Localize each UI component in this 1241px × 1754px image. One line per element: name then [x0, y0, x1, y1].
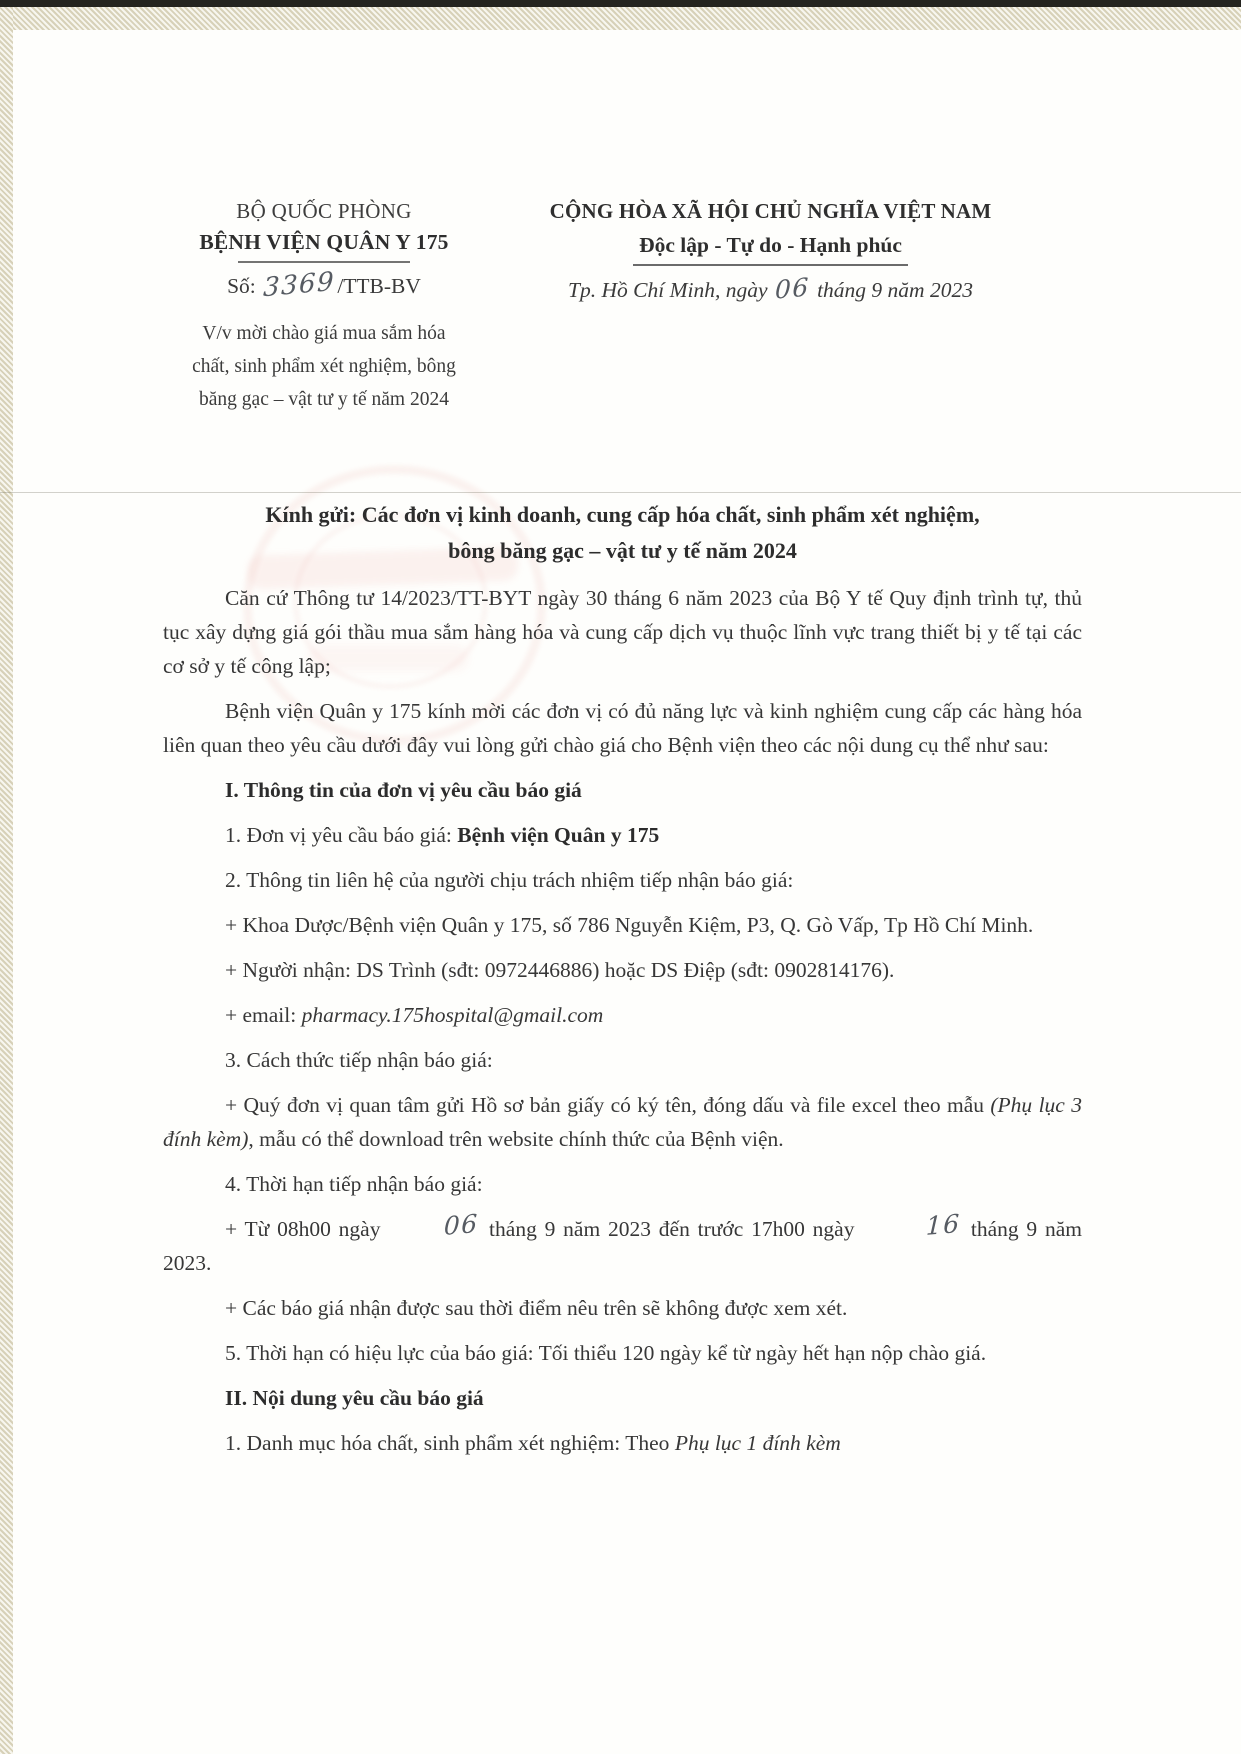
- item4-day1-handwritten: 06: [443, 1208, 480, 1241]
- national-title: CỘNG HÒA XÃ HỘI CHỦ NGHĨA VIỆT NAM: [549, 199, 992, 223]
- item4-deadline: 4. Thời hạn tiếp nhận báo giá:: [225, 1172, 483, 1196]
- item1-requesting-unit: [163, 818, 1082, 852]
- place-date-pre: Tp. Hồ Chí Minh, ngày: [568, 278, 773, 302]
- document-number-label: Số:: [227, 274, 256, 298]
- salutation-line-2: bông băng gạc – vật tư y tế năm 2024: [448, 538, 797, 563]
- header-right-block: [518, 196, 1023, 305]
- item4-day2-handwritten: 16: [925, 1208, 962, 1241]
- section1-heading: I. Thông tin của đơn vị yêu cầu báo giá: [225, 778, 582, 802]
- item3-detail-pre: + Quý đơn vị quan tâm gửi Hồ sơ bản giấy có ký tên, đóng dấu và file excel theo mẫu: [225, 1093, 991, 1117]
- item4-tail: tháng 9 năm: [963, 1217, 1082, 1241]
- document-subject: [165, 317, 483, 416]
- item3-method: 3. Cách thức tiếp nhận báo giá:: [225, 1048, 493, 1072]
- scan-dark-strip: [0, 0, 1241, 7]
- salutation: [163, 497, 1082, 569]
- item3-detail: [163, 1088, 1082, 1156]
- paragraph-legal-basis: Căn cứ Thông tư 14/2023/TT-BYT ngày 30 tháng 6 năm 2023 của Bộ Y tế Quy định trình tự, thủ tục xây dựng giá gói thầu mua sắm hàng hóa và cung cấp dịch vụ thuộc lĩnh vực trang thiết bị y tế tại các cơ sở y tế công lập;: [163, 586, 1082, 678]
- ministry-name: BỘ QUỐC PHÒNG: [236, 199, 412, 223]
- subject-line-3: băng gạc – vật tư y tế năm 2024: [199, 389, 449, 410]
- document-body: [163, 497, 1082, 1471]
- item3-detail-appendix: (Phụ lục 3 đính kèm): [163, 1093, 1082, 1151]
- item1-value: Bệnh viện Quân y 175: [457, 823, 660, 847]
- national-motto: Độc lập - Tự do - Hạnh phúc: [633, 230, 908, 266]
- item4-detail-line2: 2023.: [163, 1251, 212, 1275]
- place-and-date: [518, 272, 1023, 305]
- email-label: + email:: [225, 1003, 302, 1027]
- hospital-underline: [238, 261, 410, 263]
- paragraph-invitation: Bệnh viện Quân y 175 kính mời các đơn vị có đủ năng lực và kinh nghiệm cung cấp các hàng hóa liên quan theo yêu cầu dưới đây vui lòng gửi chào giá cho Bệnh viện theo các nội dung cụ thể như sau:: [163, 699, 1082, 757]
- scan-edge-left: [0, 0, 13, 1754]
- subject-line-2: chất, sinh phẩm xét nghiệm, bông: [192, 356, 456, 377]
- header-left-block: [165, 196, 483, 416]
- item4-note: + Các báo giá nhận được sau thời điểm nêu trên sẽ không được xem xét.: [225, 1296, 848, 1320]
- item4-detail-line1: [163, 1208, 1082, 1246]
- section2-item1-pre: 1. Danh mục hóa chất, sinh phẩm xét nghiệm: Theo: [225, 1431, 675, 1455]
- place-date-post: tháng 9 năm 2023: [811, 278, 973, 302]
- document-number: [165, 266, 483, 304]
- item3-detail-post: , mẫu có thể download trên website chính thức của Bệnh viện.: [248, 1127, 784, 1151]
- email-value: pharmacy.175hospital@gmail.com: [301, 1003, 604, 1027]
- document-number-handwritten: 3369: [262, 266, 336, 304]
- document-number-suffix: /TTB-BV: [337, 274, 421, 298]
- subject-line-1: V/v mời chào giá mua sắm hóa: [202, 323, 446, 344]
- section2-item1-appendix: Phụ lục 1 đính kèm: [674, 1431, 841, 1455]
- item4-from: + Từ 08h00 ngày: [225, 1217, 381, 1241]
- item1-label: 1. Đơn vị yêu cầu báo giá:: [225, 823, 458, 847]
- item5-validity: 5. Thời hạn có hiệu lực của báo giá: Tối thiểu 120 ngày kể từ ngày hết hạn nộp chào giá.: [225, 1341, 987, 1365]
- item4-mid: tháng 9 năm 2023 đến trước 17h00 ngày: [481, 1217, 863, 1241]
- item2-contact-info: 2. Thông tin liên hệ của người chịu trách nhiệm tiếp nhận báo giá:: [225, 868, 794, 892]
- contact-recipient: + Người nhận: DS Trình (sđt: 0972446886) hoặc DS Điệp (sđt: 0902814176).: [225, 958, 895, 982]
- section2-item1: [163, 1426, 1082, 1460]
- scan-artifact-line: [0, 492, 1241, 493]
- item4-detail: [163, 1208, 1082, 1280]
- section2-heading: II. Nội dung yêu cầu báo giá: [225, 1386, 484, 1410]
- hospital-name: BỆNH VIỆN QUÂN Y 175: [199, 230, 449, 254]
- contact-email: [163, 998, 1082, 1032]
- date-day-handwritten: 06: [774, 272, 811, 305]
- contact-address: + Khoa Dược/Bệnh viện Quân y 175, số 786 Nguyễn Kiệm, P3, Q. Gò Vấp, Tp Hồ Chí Minh.: [225, 913, 1034, 937]
- salutation-line-1: Kính gửi: Các đơn vị kinh doanh, cung cấp hóa chất, sinh phẩm xét nghiệm,: [265, 502, 980, 527]
